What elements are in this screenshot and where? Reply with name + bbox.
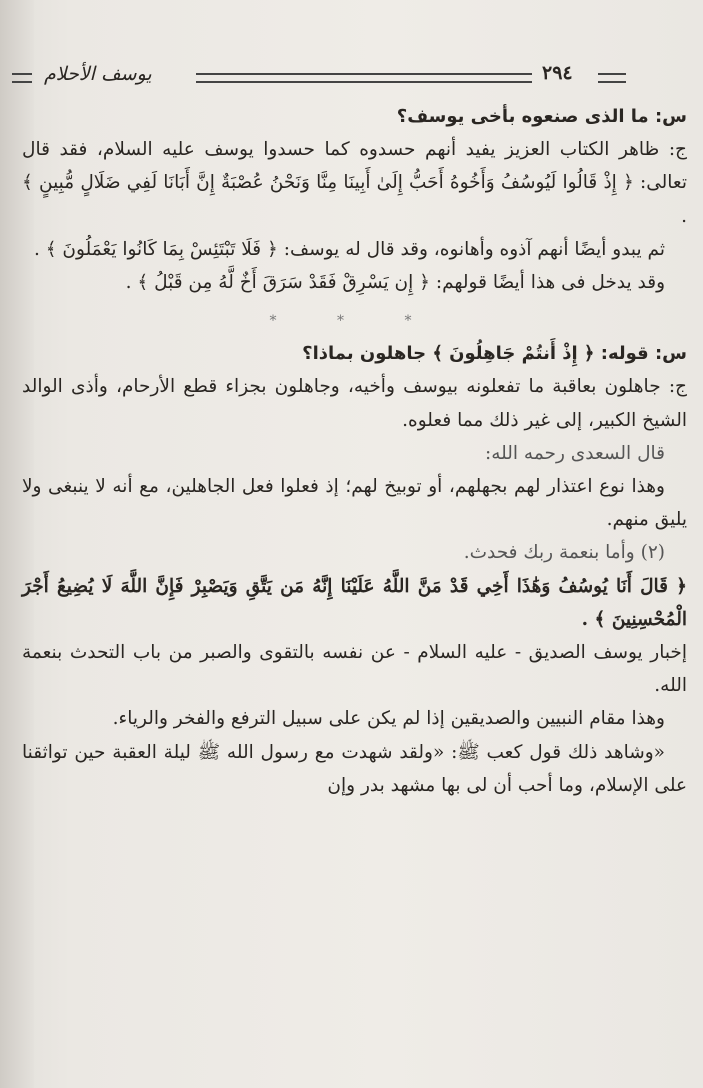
page-body [22, 100, 687, 802]
header-rule-middle [196, 73, 532, 83]
section-separator: * * * [269, 313, 440, 330]
body-paragraph: وهذا مقام النبيين والصديقين إذا لم يكن على سبيل الترفع والفخر والرياء. [112, 708, 665, 730]
body-paragraph: وهذا نوع اعتذار لهم بجهلهم، أو توبيخ لهم؛ إذ فعلوا فعل الجاهلين، مع أنه لا ينبغى ولا يليق منهم. [22, 476, 687, 531]
page-number: ٢٩٤ [542, 62, 573, 84]
quote-attribution: قال السعدى رحمه الله: [485, 442, 665, 464]
body-paragraph: «وشاهد ذلك قول كعب ﷺ: «ولقد شهدت مع رسول الله ﷺ ليلة العقبة حين تواثقنا على الإسلام، وما أحب أن لى بها مشهد بدر وإن [22, 741, 687, 796]
page-header [0, 62, 703, 90]
answer-paragraph: ج: ظاهر الكتاب العزيز يفيد أنهم حسدوه كما حسدوا يوسف عليه السلام، فقد قال تعالى: ﴿ إِذْ قَالُوا لَيُوسُفُ وَأَخُوهُ أَحَبُّ إِلَىٰ أَبِينَا مِنَّا وَنَحْنُ عُصْبَةٌ إِنَّ أَبَانَا لَفِي ضَلَالٍ مُّبِينٍ ﴾ . [22, 139, 687, 227]
question-heading: س: ما الذى صنعوه بأخى يوسف؟ [396, 106, 687, 127]
body-paragraph: وقد يدخل فى هذا أيضًا قولهم: ﴿ إِن يَسْرِقْ فَقَدْ سَرَقَ أَخٌ لَّهُ مِن قَبْلُ ﴾ . [125, 272, 665, 294]
body-paragraph: إخبار يوسف الصديق - عليه السلام - عن نفسه بالتقوى والصبر من باب التحدث بنعمة الله. [22, 642, 687, 697]
footnote-heading: (٢) وأما بنعمة ربك فحدث. [463, 542, 665, 564]
header-rule-left [12, 73, 32, 83]
answer-paragraph: ج: جاهلون بعاقبة ما تفعلونه بيوسف وأخيه، وجاهلون بجزاء قطع الأرحام، وأذى الوالد الشيخ الكبير، إلى غير ذلك مما فعلوه. [22, 376, 687, 431]
header-rule-right [598, 73, 626, 83]
quran-verse: ﴿ قَالَ أَنَا يُوسُفُ وَهَٰذَا أَخِي قَدْ مَنَّ اللَّهُ عَلَيْنَا إِنَّهُ مَن يَتَّقِ وَيَصْبِرْ فَإِنَّ اللَّهَ لَا يُضِيعُ أَجْرَ الْمُحْسِنِينَ ﴾ . [22, 575, 687, 630]
question-heading: س: قوله: ﴿ إِذْ أَنتُمْ جَاهِلُونَ ﴾ جاهلون بماذا؟ [302, 343, 687, 365]
body-paragraph: ثم يبدو أيضًا أنهم آذوه وأهانوه، وقد قال له يوسف: ﴿ فَلَا تَبْتَئِسْ بِمَا كَانُوا يَعْمَلُونَ ﴾ . [33, 238, 665, 260]
book-title: يوسف الأحلام [44, 63, 152, 85]
